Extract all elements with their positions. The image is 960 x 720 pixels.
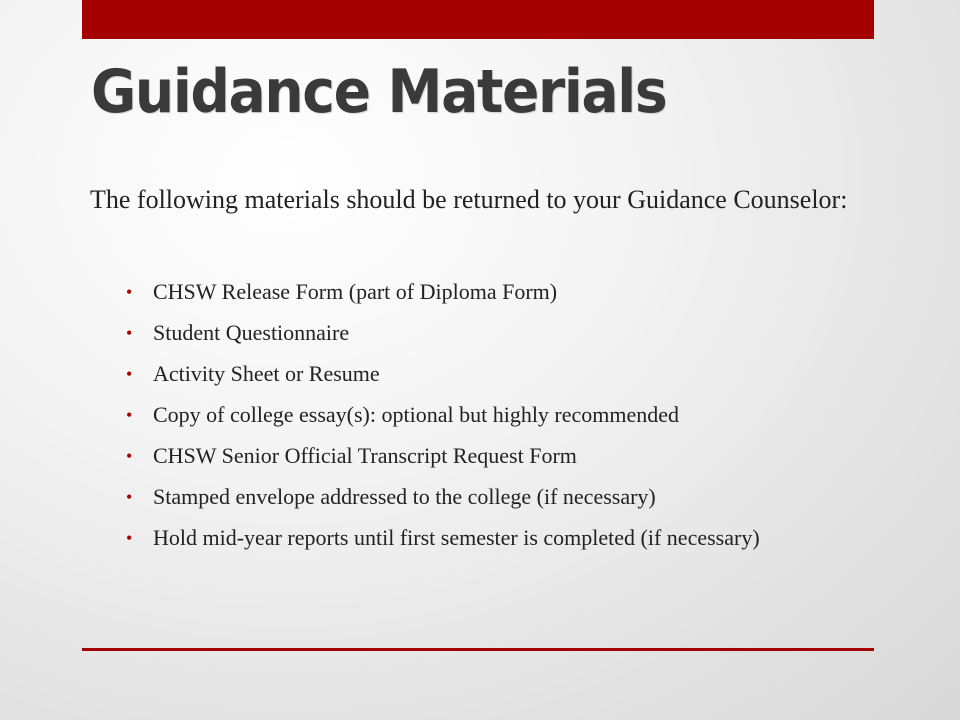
bullet-icon: • [126,405,133,425]
slide-title: Guidance Materials [91,57,667,127]
bullet-icon: • [126,487,133,507]
list-item [126,360,866,388]
list-item [126,401,866,429]
list-item [126,442,866,470]
materials-list [126,278,866,565]
intro-text: The following materials should be returned to your Guidance Counselor: [90,185,848,214]
bullet-icon: • [126,364,133,384]
list-item-text: Activity Sheet or Resume [153,361,380,386]
bullet-icon: • [126,282,133,302]
list-item-text: Student Questionnaire [153,320,350,345]
list-item [126,319,866,347]
list-item [126,524,866,552]
list-item-text: Copy of college essay(s): optional but highly recommended [153,402,680,427]
list-item-text: CHSW Release Form (part of Diploma Form) [153,279,558,304]
top-accent-bar [82,0,874,39]
bullet-icon: • [126,528,133,548]
list-item [126,483,866,511]
list-item [126,278,866,306]
bottom-accent-line [82,648,874,651]
list-item-text: Stamped envelope addressed to the college (if necessary) [153,484,656,509]
bullet-icon: • [126,446,133,466]
list-item-text: Hold mid-year reports until first semester is completed (if necessary) [153,525,760,550]
list-item-text: CHSW Senior Official Transcript Request Form [153,443,577,468]
bullet-icon: • [126,323,133,343]
